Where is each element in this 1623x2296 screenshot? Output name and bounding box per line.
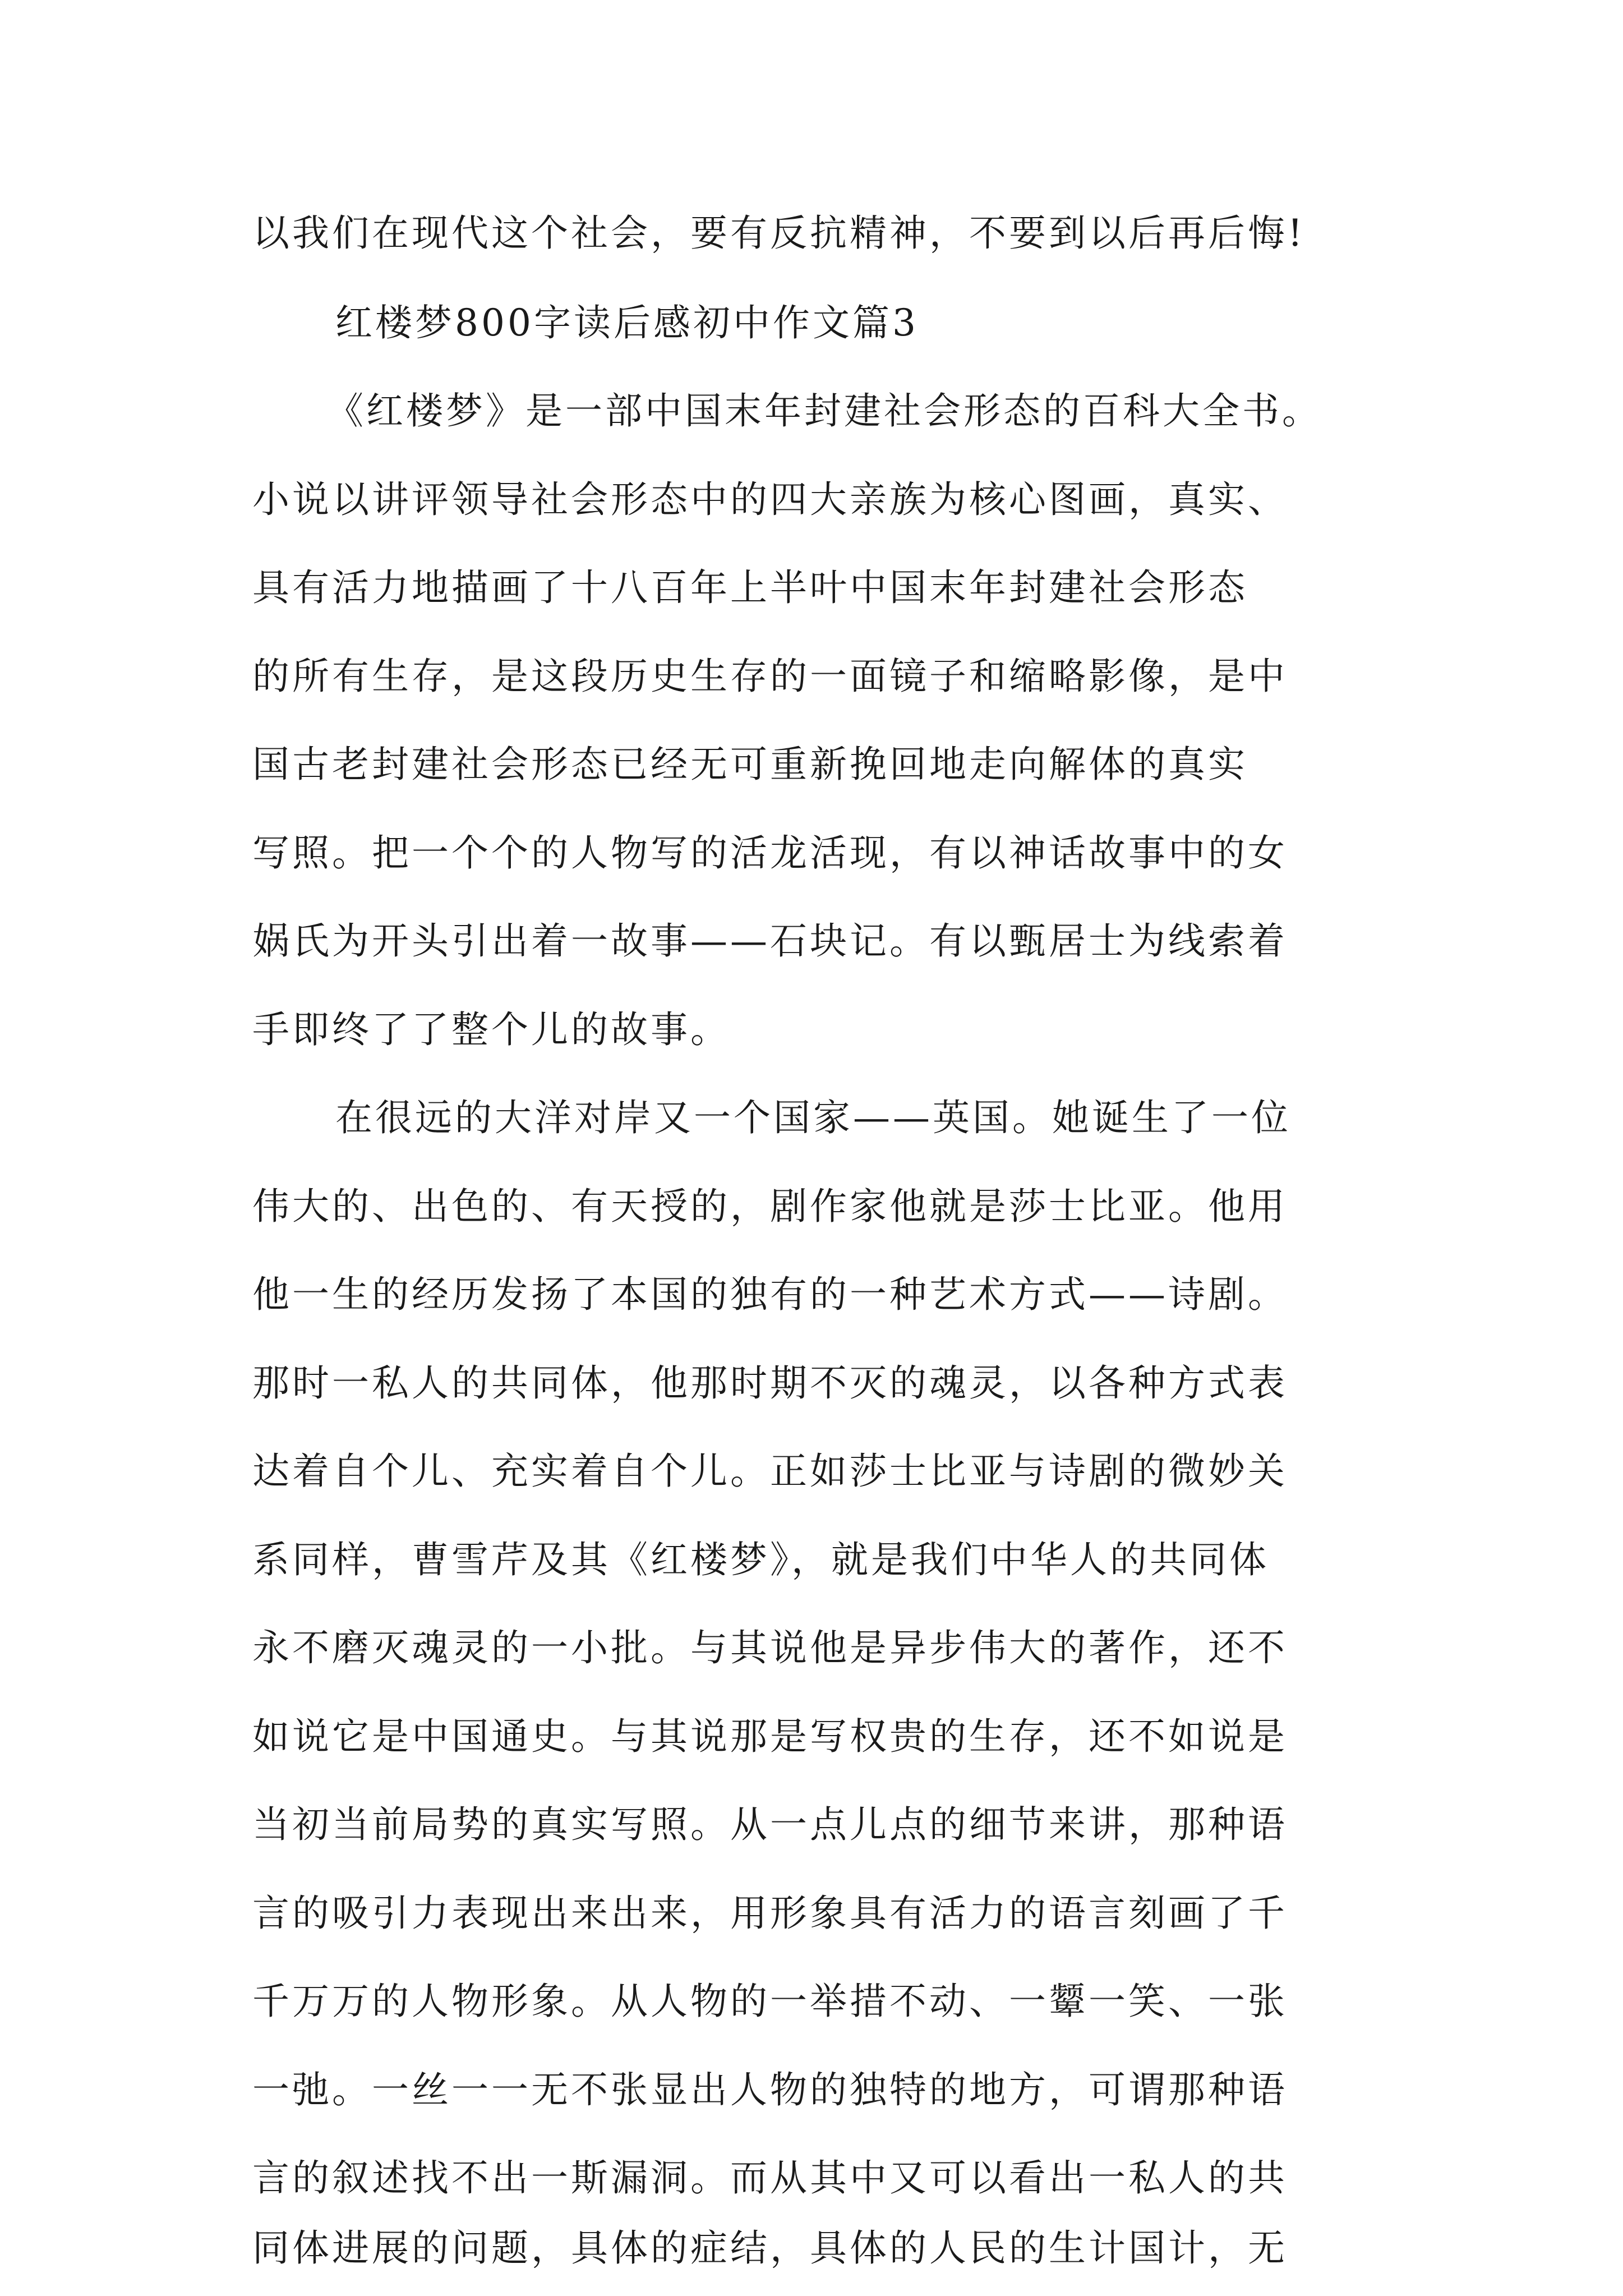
text-line: 小说以讲评领导社会形态中的四大亲族为核心图画，真实、 bbox=[252, 478, 1288, 521]
text-line: 娲氏为开头引出着一故事——石块记。有以甄居士为线索着 bbox=[252, 919, 1288, 963]
text-line: 的所有生存，是这段历史生存的一面镜子和缩略影像，是中 bbox=[252, 655, 1288, 698]
text-line: 言的叙述找不出一斯漏洞。而从其中又可以看出一私人的共 bbox=[252, 2156, 1288, 2200]
section-heading: 红楼梦800字读后感初中作文篇3 bbox=[335, 301, 919, 344]
text-line: 伟大的、出色的、有天授的，剧作家他就是莎士比亚。他用 bbox=[252, 1185, 1288, 1228]
text-line: 在很远的大洋对岸又一个国家——英国。她诞生了一位 bbox=[335, 1096, 1291, 1139]
text-line: 一弛。一丝一一无不张显出人物的独特的地方，可谓那种语 bbox=[252, 2068, 1288, 2111]
text-line: 如说它是中国通史。与其说那是写权贵的生存，还不如说是 bbox=[252, 1715, 1288, 1758]
text-line: 手即终了了整个儿的故事。 bbox=[252, 1008, 730, 1051]
text-line: 系同样，曹雪芹及其《红楼梦》，就是我们中华人的共同体 bbox=[252, 1538, 1269, 1581]
text-line: 当初当前局势的真实写照。从一点儿点的细节来讲，那种语 bbox=[252, 1803, 1288, 1846]
text-line: 千万万的人物形象。从人物的一举措不动、一颦一笑、一张 bbox=[252, 1980, 1288, 2023]
text-line: 具有活力地描画了十八百年上半叶中国末年封建社会形态 bbox=[252, 566, 1248, 609]
text-line: 永不磨灭魂灵的一小批。与其说他是异步伟大的著作，还不 bbox=[252, 1626, 1288, 1669]
text-line: 达着自个儿、充实着自个儿。正如莎士比亚与诗剧的微妙关 bbox=[252, 1450, 1288, 1493]
text-line: 《红楼梦》是一部中国末年封建社会形态的百科大全书。 bbox=[326, 389, 1322, 432]
text-line: 那时一私人的共同体，他那时期不灭的魂灵，以各种方式表 bbox=[252, 1361, 1288, 1405]
text-line: 写照。把一个个的人物写的活龙活现，有以神话故事中的女 bbox=[252, 831, 1288, 875]
text-line: 国古老封建社会形态已经无可重新挽回地走向解体的真实 bbox=[252, 743, 1248, 786]
text-line: 他一生的经历发扬了本国的独有的一种艺术方式——诗剧。 bbox=[252, 1273, 1288, 1316]
text-line: 言的吸引力表现出来出来，用形象具有活力的语言刻画了千 bbox=[252, 1892, 1288, 1935]
text-line: 以我们在现代这个社会，要有反抗精神，不要到以后再后悔! bbox=[252, 211, 1306, 255]
text-line: 同体进展的问题，具体的症结，具体的人民的生计国计，无 bbox=[252, 2226, 1288, 2270]
